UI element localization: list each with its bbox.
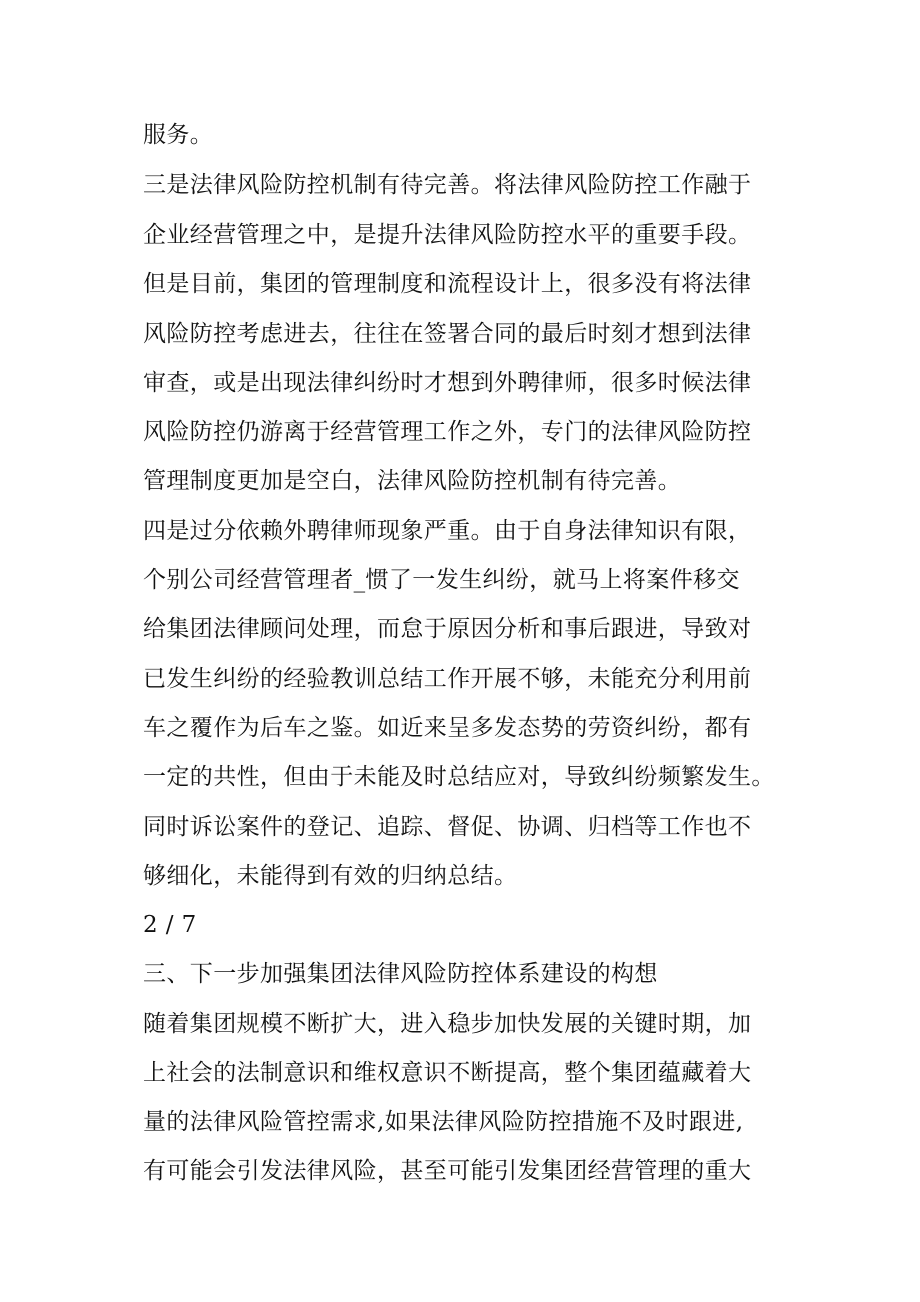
text-line: 上社会的法制意识和维权意识不断提高，整个集团蕴藏着大: [143, 1060, 752, 1086]
text-line: 已发生纠纷的经验教训总结工作开展不够，未能充分利用前: [143, 666, 752, 692]
text-line: 同时诉讼案件的登记、追踪、督促、协调、归档等工作也不: [143, 814, 752, 840]
text-line: 给集团法律顾问处理，而怠于原因分析和事后跟进，导致对: [143, 616, 752, 642]
text-line: 企业经营管理之中，是提升法律风险防控水平的重要手段。: [143, 222, 752, 248]
text-line: 三是法律风险防控机制有待完善。将法律风险防控工作融于: [143, 172, 752, 198]
text-line: 有可能会引发法律风险，甚至可能引发集团经营管理的重大: [143, 1158, 752, 1184]
text-line: 四是过分依赖外聘律师现象严重。由于自身法律知识有限，: [143, 518, 752, 544]
text-line: 个别公司经营管理者_惯了一发生纠纷，就马上将案件移交: [143, 567, 740, 593]
text-line: 车之覆作为后车之鉴。如近来呈多发态势的劳资纠纷，都有: [143, 715, 752, 741]
page-number: 2 / 7: [143, 912, 197, 938]
text-line: 随着集团规模不断扩大，进入稳步加快发展的关键时期，加: [143, 1011, 752, 1037]
text-line: 风险防控仍游离于经营管理工作之外，专门的法律风险防控: [143, 419, 752, 445]
text-line: 一定的共性，但由于未能及时总结应对，导致纠纷频繁发生。: [143, 764, 775, 790]
text-line: 审查，或是出现法律纠纷时才想到外聘律师，很多时候法律: [143, 370, 752, 396]
text-line: 风险防控考虑进去，往往在签署合同的最后时刻才想到法律: [143, 321, 752, 347]
section-heading: 三、下一步加强集团法律风险防控体系建设的构想: [143, 961, 658, 987]
text-line: 够细化，未能得到有效的归纳总结。: [143, 863, 518, 889]
text-line: 但是目前，集团的管理制度和流程设计上，很多没有将法律: [143, 271, 752, 297]
text-line: 管理制度更加是空白，法律风险防控机制有待完善。: [143, 468, 682, 494]
text-line: 量的法律风险管控需求,如果法律风险防控措施不及时跟进,: [143, 1109, 744, 1135]
text-line: 服务。: [143, 122, 214, 148]
